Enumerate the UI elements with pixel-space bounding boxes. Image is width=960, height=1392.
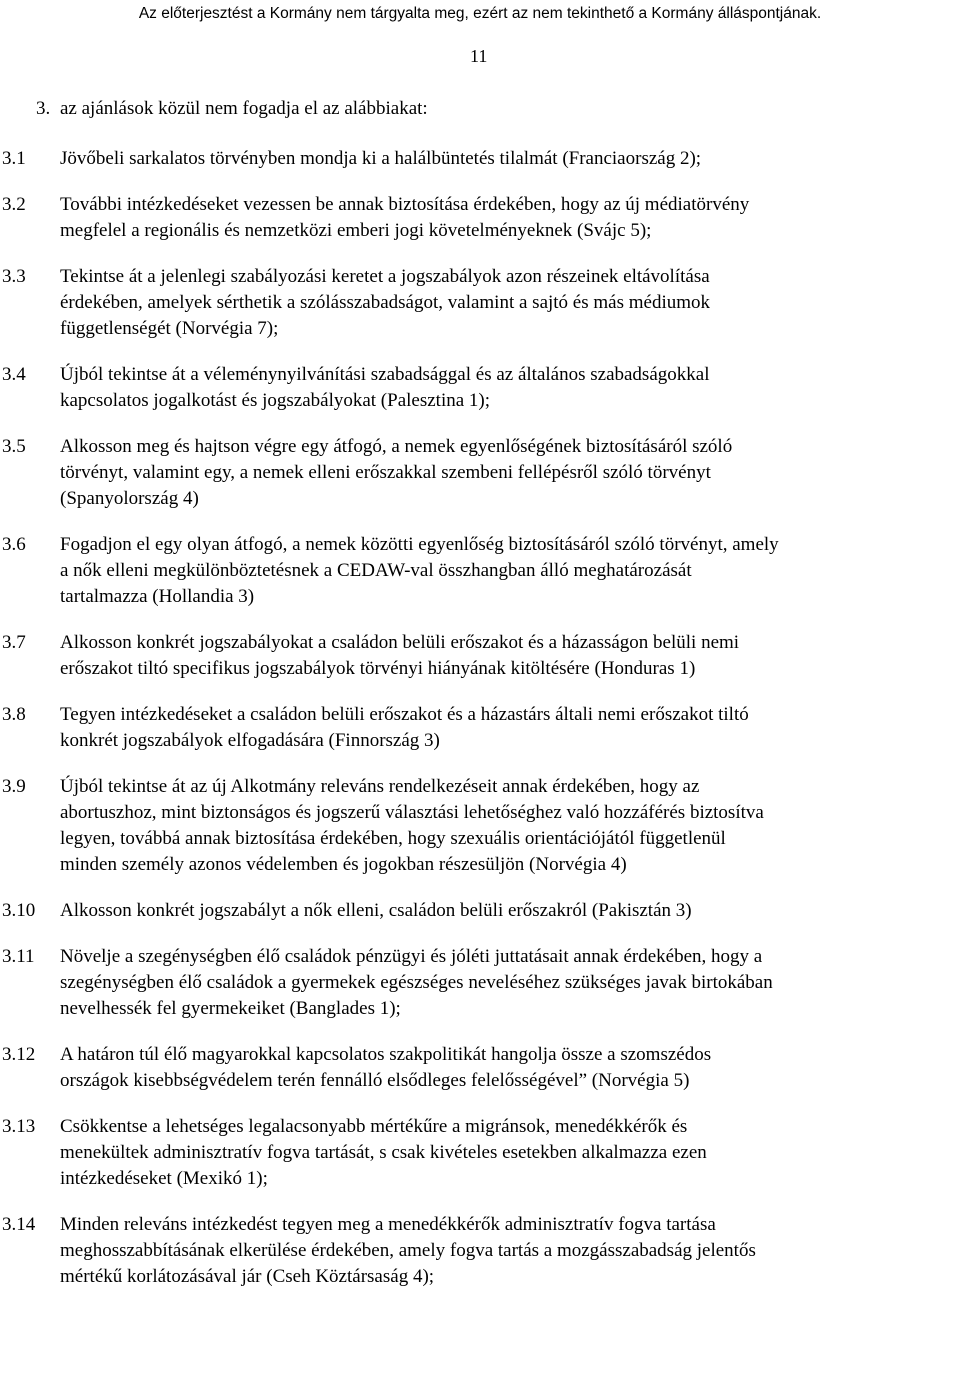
item-text: További intézkedéseket vezessen be annak biztosítása érdekében, hogy az új médiatörvény megfelel a regionális és nemzetközi emberi jogi követelményeknek (Svájc 5); (60, 194, 750, 241)
item-text: Tekintse át a jelenlegi szabályozási keretet a jogszabályok azon részeinek eltávolítása érdekében, amelyek sérthetik a szólásszabadságot, valamint a sajtó és más médiumok függetlenségét (Norvégia 7); (60, 266, 711, 339)
item-text: Csökkentse a lehetséges legalacsonyabb mértékűre a migránsok, menedékkérők és menekültek adminisztratív fogva tartását, s csak kivételes esetekben alkalmazza ezen intézkedéseket (Mexikó 1); (60, 1116, 707, 1189)
item-text: Alkosson konkrét jogszabályokat a családon belüli erőszakot és a házasságon belüli nemi erőszakot tiltó specifikus jogszabályok törvényi hiányának kitöltésére (Honduras 1) (60, 632, 740, 679)
item-number: 3.11 (2, 946, 35, 967)
item-number: 3.12 (2, 1044, 36, 1065)
item-number: 3.3 (2, 266, 26, 287)
item-number: 3.9 (2, 776, 26, 797)
item-text: Jövőbeli sarkalatos törvényben mondja ki a halálbüntetés tilalmát (Franciaország 2); (60, 148, 702, 169)
item-number: 3.13 (2, 1116, 36, 1137)
item-number: 3.5 (2, 436, 26, 457)
item-text: Fogadjon el egy olyan átfogó, a nemek közötti egyenlőség biztosításáról szóló törvényt, amely a nők elleni megkülönböztetésnek a CEDAW-val összhangban álló meghatározását tartalmazza (Hollandia 3) (60, 534, 779, 607)
list-item (0, 1212, 960, 1290)
item-text: Alkosson konkrét jogszabályt a nők elleni, családon belüli erőszakról (Pakisztán 3) (60, 900, 692, 921)
list-item (0, 434, 960, 512)
recommendation-list (0, 146, 960, 1310)
list-item (0, 774, 960, 878)
item-number: 3.7 (2, 632, 26, 653)
item-number: 3.8 (2, 704, 26, 725)
item-text: Alkosson meg és hajtson végre egy átfogó, a nemek egyenlőségének biztosításáról szóló törvényt, valamint egy, a nemek elleni erőszakkal szembeni fellépésről szóló törvényt (Spanyolország 4) (60, 436, 733, 509)
list-item (0, 944, 960, 1022)
list-item (0, 192, 960, 244)
item-number: 3.10 (2, 900, 36, 921)
item-text: Minden releváns intézkedést tegyen meg a menedékkérők adminisztratív fogva tartása meghosszabbításának elkerülése érdekében, amely fogva tartás a mozgásszabadság jelentős mértékű korlátozásával jár (Cseh Köztársaság 4); (60, 1214, 756, 1287)
list-item (0, 146, 960, 172)
section-heading (36, 96, 428, 122)
section-title: az ajánlások közül nem fogadja el az alábbiakat: (60, 98, 428, 119)
item-text: Tegyen intézkedéseket a családon belüli erőszakot és a házastárs általi nemi erőszakot tiltó konkrét jogszabályok elfogadására (Finnország 3) (60, 704, 749, 751)
item-text: Újból tekintse át a véleménynyilvánítási szabadsággal és az általános szabadságokkal kapcsolatos jogalkotást és jogszabályokat (Palesztina 1); (60, 364, 710, 411)
list-item (0, 264, 960, 342)
item-text: A határon túl élő magyarokkal kapcsolatos szakpolitikát hangolja össze a szomszédos országok kisebbségvédelem terén fennálló elsődleges felelősségével” (Norvégia 5) (60, 1044, 712, 1091)
item-number: 3.14 (2, 1214, 36, 1235)
page-number: 11 (470, 46, 488, 66)
list-item (0, 630, 960, 682)
item-number: 3.4 (2, 364, 26, 385)
item-number: 3.1 (2, 148, 26, 169)
list-item (0, 1114, 960, 1192)
item-number: 3.2 (2, 194, 26, 215)
list-item (0, 362, 960, 414)
disclaimer-header: Az előterjesztést a Kormány nem tárgyalta meg, ezért az nem tekinthető a Kormány álláspontjának. (138, 5, 822, 22)
list-item (0, 898, 960, 924)
list-item (0, 1042, 960, 1094)
list-item (0, 532, 960, 610)
list-item (0, 702, 960, 754)
item-number: 3.6 (2, 534, 26, 555)
item-text: Növelje a szegénységben élő családok pénzügyi és jóléti juttatásait annak érdekében, hogy a szegénységben élő családok a gyermekek egészséges neveléséhez szükséges javak birtokában nevelhessék fel gyermekeiket (Banglades 1); (60, 946, 773, 1019)
item-text: Újból tekintse át az új Alkotmány releváns rendelkezéseit annak érdekében, hogy az abortuszhoz, mint biztonságos és jogszerű választási lehetőséghez való hozzáférés biztosítva legyen, továbbá annak biztosítása érdekében, hogy szexuális orientációjától függetlenül minden személy azonos védelemben és jogokban részesüljön (Norvégia 4) (60, 776, 764, 875)
section-number: 3. (36, 98, 51, 119)
